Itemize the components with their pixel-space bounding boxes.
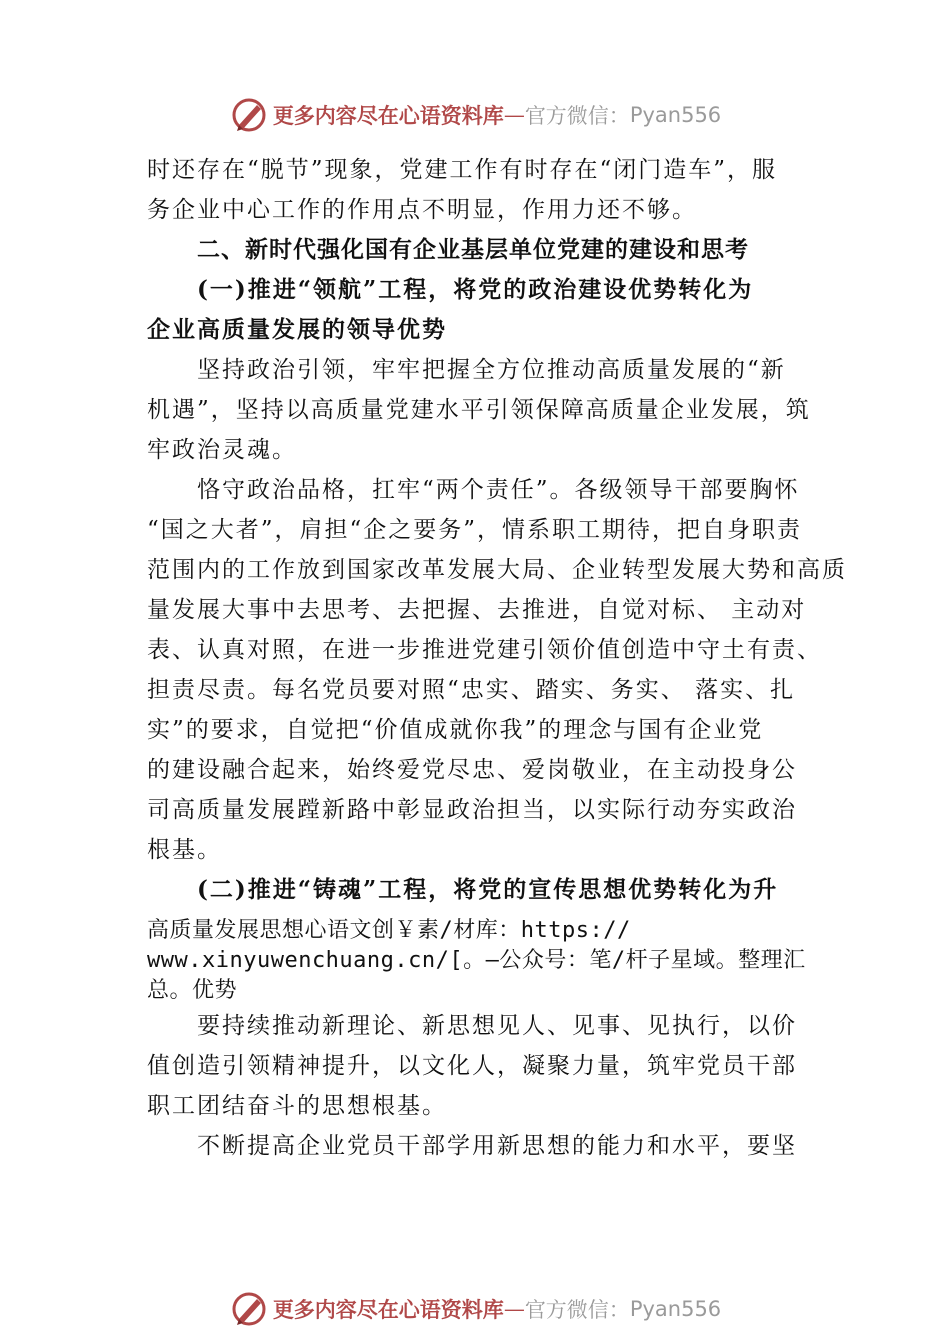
banner-official: 官方微信：	[524, 1298, 630, 1322]
banner-sep: —	[503, 103, 525, 127]
paragraph-line: 坚持政治引领，牢牢把握全方位推动高质量发展的“新	[197, 357, 786, 383]
banner-sep: —	[503, 1297, 525, 1321]
document-body	[147, 150, 847, 1166]
paragraph-line: 不断提高企业党员干部学用新思想的能力和水平，要坚	[197, 1133, 797, 1159]
banner-brand: 更多内容尽在心语资料库	[272, 103, 504, 128]
pen-logo-icon	[229, 95, 269, 135]
paragraph-line: 的建设融合起来，始终爱党尽忠、爱岗敬业，在主动投身公	[147, 757, 797, 783]
paragraph-line: 务企业中心工作的作用点不明显，作用力还不够。	[147, 197, 697, 223]
header-banner	[0, 92, 950, 138]
paragraph-line: 根基。	[147, 837, 222, 863]
paragraph-line: 司高质量发展蹚新路中彰显政治担当，以实际行动夯实政治	[147, 797, 797, 823]
subsection-heading: 企业高质量发展的领导优势	[147, 316, 447, 343]
paragraph-line: 总。优势	[147, 978, 238, 1003]
paragraph-line: 牢政治灵魂。	[147, 437, 297, 463]
paragraph-line: 要持续推动新理论、新思想见人、见事、见执行，以价	[197, 1013, 797, 1039]
footer-banner	[0, 1286, 950, 1332]
paragraph-line: 表、认真对照，在进一步推进党建引领价值创造中守土有责、	[147, 637, 822, 663]
paragraph-line: 高质量发展思想心语文创￥素/材库：https://	[147, 918, 631, 943]
paragraph-line: 机遇”，坚持以高质量党建水平引领保障高质量企业发展，筑	[147, 397, 811, 423]
paragraph-line: 担责尽责。每名党员要对照“忠实、踏实、务实、 落实、扎	[147, 677, 796, 703]
paragraph-line: 恪守政治品格，扛牢“两个责任”。各级领导干部要胸怀	[197, 477, 800, 503]
section-heading: 二、新时代强化国有企业基层单位党建的建设和思考	[197, 237, 749, 263]
subsection-heading: (一)推进“领航”工程，将党的政治建设优势转化为	[197, 276, 754, 303]
banner-wechat: Pyan556	[629, 1297, 722, 1321]
paragraph-line: 量发展大事中去思考、去把握、去推进，自觉对标、 主动对	[147, 597, 807, 623]
banner-official: 官方微信：	[524, 104, 630, 128]
paragraph-line: 职工团结奋斗的思想根基。	[147, 1093, 447, 1119]
banner-brand: 更多内容尽在心语资料库	[272, 1297, 504, 1322]
subsection-heading: (二)推进“铸魂”工程，将党的宣传思想优势转化为升	[197, 876, 779, 903]
paragraph-line: 时还存在“脱节”现象，党建工作有时存在“闭门造车”，服	[147, 157, 778, 183]
paragraph-line: 实”的要求，自觉把“价值成就你我”的理念与国有企业党	[147, 717, 764, 743]
paragraph-line: 范围内的工作放到国家改革发展大局、企业转型发展大势和高质	[147, 557, 847, 583]
pen-logo-icon	[229, 1289, 269, 1329]
paragraph-line: www.xinyuwenchuang.cn/[。—公众号：笔/杆子星域。整理汇	[147, 948, 806, 973]
paragraph-line: “国之大者”，肩担“企之要务”，情系职工期待，把自身职责	[147, 517, 803, 543]
paragraph-line: 值创造引领精神提升，以文化人，凝聚力量，筑牢党员干部	[147, 1053, 797, 1079]
banner-wechat: Pyan556	[629, 103, 722, 127]
